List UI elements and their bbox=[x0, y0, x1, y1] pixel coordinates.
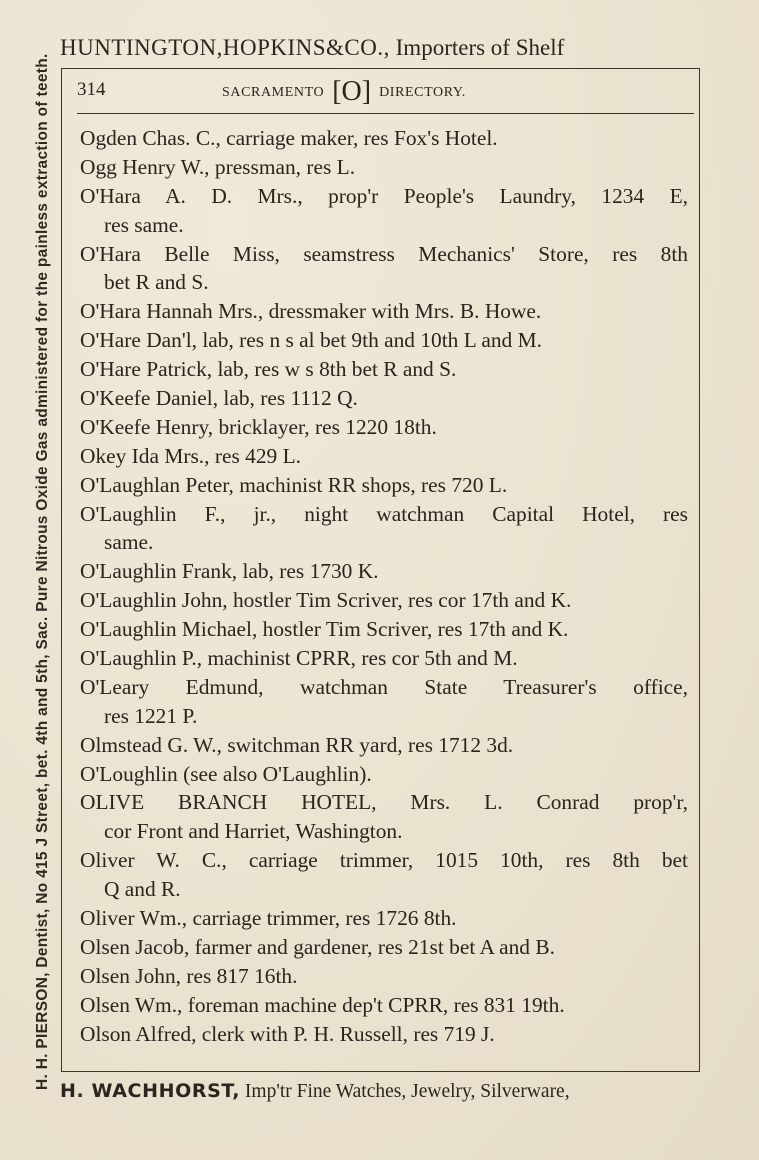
entry-line: O'Laughlin Michael, hostler Tim Scriver, res 17th and K. bbox=[80, 617, 569, 642]
entry-line: Olsen Wm., foreman machine dep't CPRR, res 831 19th. bbox=[80, 992, 565, 1017]
side-advertisement bbox=[26, 53, 60, 1090]
entry-line: Oliver W. C., carriage trimmer, 1015 10th, res 8th bet bbox=[80, 848, 688, 873]
entry-line: O'Leary Edmund, watchman State Treasurer's office, bbox=[80, 674, 688, 699]
entry-line: O'Hara Belle Miss, seamstress Mechanics' Store, res 8th bbox=[80, 241, 688, 266]
directory-entry bbox=[80, 297, 688, 326]
running-head-left-word: SACRAMENTO bbox=[222, 85, 325, 100]
bracket-open: [ bbox=[332, 76, 342, 107]
directory-entry bbox=[80, 471, 688, 500]
entry-line: O'Laughlin P., machinist CPRR, res cor 5th and M. bbox=[80, 646, 518, 671]
top-advert-company: HUNTINGTON,HOPKINS&CO., bbox=[60, 35, 390, 60]
directory-entry bbox=[80, 760, 688, 789]
entry-line: Olson Alfred, clerk with P. H. Russell, res 719 J. bbox=[80, 1021, 495, 1046]
entry-line: O'Hara A. D. Mrs., prop'r People's Laundry, 1234 E, bbox=[80, 183, 688, 208]
directory-entry bbox=[80, 615, 688, 644]
directory-title bbox=[222, 76, 466, 110]
entry-line: Olsen Jacob, farmer and gardener, res 21st bet A and B. bbox=[80, 934, 555, 959]
directory-entries bbox=[80, 124, 688, 1049]
directory-entry bbox=[80, 731, 688, 760]
directory-entry bbox=[80, 182, 688, 240]
top-advert-text: Importers of Shelf bbox=[389, 35, 565, 60]
entry-line: Oliver Wm., carriage trimmer, res 1726 8th. bbox=[80, 906, 457, 931]
entry-continuation-line: cor Front and Harriet, Washington. bbox=[104, 819, 403, 844]
bottom-advertisement bbox=[60, 1076, 710, 1106]
entry-line: OLIVE BRANCH HOTEL, Mrs. L. Conrad prop'r, bbox=[80, 790, 688, 815]
bottom-advert-text: Imp'tr Fine Watches, Jewelry, Silverware, bbox=[240, 1081, 570, 1102]
entry-line: O'Laughlan Peter, machinist RR shops, res 720 L. bbox=[80, 472, 508, 497]
directory-entry bbox=[80, 904, 688, 933]
entry-line: Olmstead G. W., switchman RR yard, res 1712 3d. bbox=[80, 732, 514, 757]
section-letter-box bbox=[332, 77, 371, 107]
running-head bbox=[77, 76, 692, 110]
entry-line: Ogden Chas. C., carriage maker, res Fox's Hotel. bbox=[80, 126, 498, 150]
directory-entry bbox=[80, 153, 688, 182]
entry-line: O'Hare Patrick, lab, res w s 8th bet R and S. bbox=[80, 357, 457, 382]
directory-entry bbox=[80, 500, 688, 558]
entry-continuation-line: Q and R. bbox=[104, 877, 181, 902]
directory-entry bbox=[80, 586, 688, 615]
directory-entry bbox=[80, 673, 688, 731]
bracket-close: ] bbox=[361, 76, 372, 107]
directory-entry bbox=[80, 557, 688, 586]
entry-continuation-line: bet R and S. bbox=[104, 270, 209, 295]
entry-line: O'Laughlin John, hostler Tim Scriver, res cor 17th and K. bbox=[80, 588, 572, 613]
directory-entry bbox=[80, 933, 688, 962]
directory-entry bbox=[80, 788, 688, 846]
directory-entry bbox=[80, 240, 688, 298]
entry-line: O'Hara Hannah Mrs., dressmaker with Mrs. B. Howe. bbox=[80, 299, 542, 324]
directory-entry bbox=[80, 355, 688, 384]
directory-entry bbox=[80, 846, 688, 904]
section-letter: O bbox=[341, 76, 362, 107]
page-number: 314 bbox=[77, 79, 106, 100]
entry-line: Ogg Henry W., pressman, res L. bbox=[80, 154, 356, 179]
directory-entry bbox=[80, 124, 688, 153]
directory-entry bbox=[80, 1020, 688, 1049]
directory-entry bbox=[80, 962, 688, 991]
entry-line: Olsen John, res 817 16th. bbox=[80, 963, 298, 988]
entry-line: O'Laughlin Frank, lab, res 1730 K. bbox=[80, 559, 379, 584]
entry-continuation-line: same. bbox=[104, 530, 154, 555]
header-rule bbox=[77, 113, 694, 114]
directory-entry bbox=[80, 442, 688, 471]
entry-line: O'Loughlin (see also O'Laughlin). bbox=[80, 761, 372, 786]
entry-line: O'Laughlin F., jr., night watchman Capital Hotel, res bbox=[80, 501, 688, 526]
directory-entry bbox=[80, 384, 688, 413]
directory-entry bbox=[80, 644, 688, 673]
entry-continuation-line: res 1221 P. bbox=[104, 703, 198, 728]
directory-entry bbox=[80, 991, 688, 1020]
directory-entry bbox=[80, 326, 688, 355]
running-head-right-word: DIRECTORY. bbox=[379, 85, 466, 100]
entry-line: O'Hare Dan'l, lab, res n s al bet 9th and 10th L and M. bbox=[80, 328, 542, 353]
entry-line: O'Keefe Daniel, lab, res 1112 Q. bbox=[80, 386, 358, 411]
top-advertisement bbox=[60, 33, 710, 63]
bottom-advert-name: H. WACHHORST, bbox=[60, 1080, 241, 1102]
directory-entry bbox=[80, 413, 688, 442]
entry-line: Okey Ida Mrs., res 429 L. bbox=[80, 443, 301, 468]
entry-continuation-line: res same. bbox=[104, 212, 184, 237]
entry-line: O'Keefe Henry, bricklayer, res 1220 18th. bbox=[80, 414, 437, 439]
side-advert-text: H. H. PIERSON, Dentist, No 415 J Street, bet. 4th and 5th, Sac. Pure Nitrous Oxide Gas administered for the painless extraction of teeth. bbox=[34, 53, 51, 1090]
